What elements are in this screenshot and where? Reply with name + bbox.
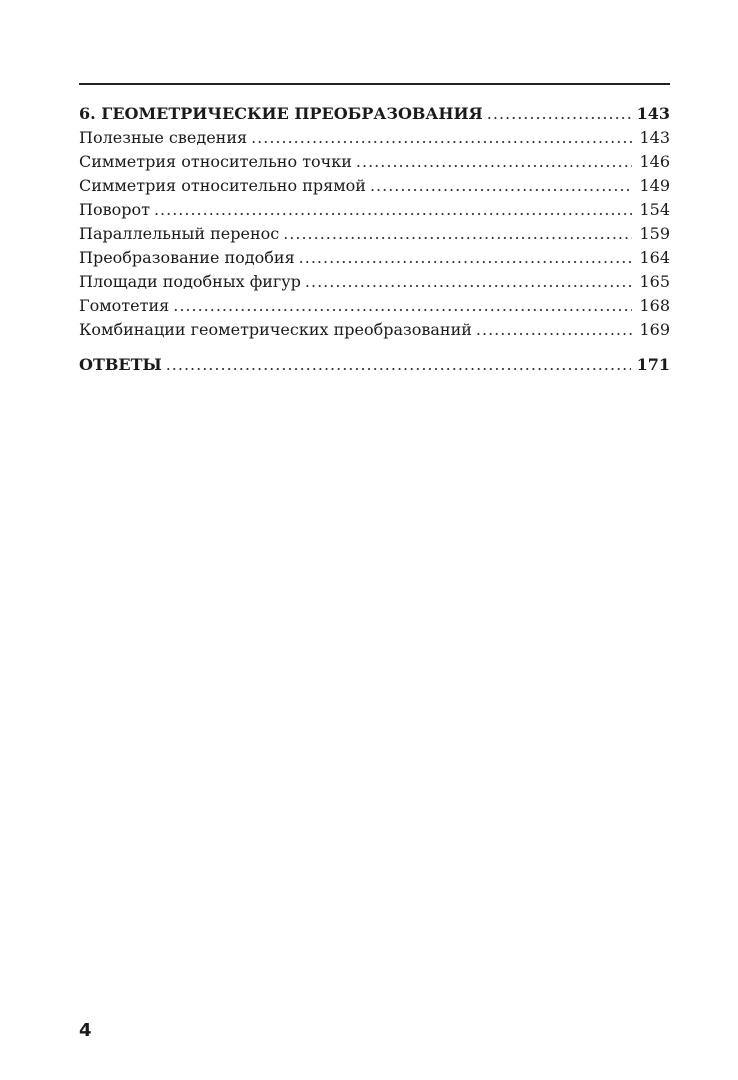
toc-entry-page: 159 — [639, 224, 670, 243]
toc-entry-title: Поворот — [79, 200, 150, 219]
dot-leader — [356, 150, 632, 174]
dot-leader — [487, 102, 631, 126]
toc-entry[interactable] — [79, 222, 670, 246]
toc-entry-answers[interactable] — [79, 353, 670, 377]
dot-leader — [173, 294, 632, 318]
dot-leader — [305, 270, 632, 294]
toc-entry[interactable] — [79, 150, 670, 174]
toc-entry-page: 154 — [639, 200, 670, 219]
dot-leader — [299, 246, 632, 270]
dot-leader — [283, 222, 632, 246]
toc-entry-title: Преобразование подобия — [79, 248, 295, 267]
dot-leader — [476, 318, 632, 342]
toc-entry-title: Площади подобных фигур — [79, 272, 301, 291]
dot-leader — [370, 174, 632, 198]
toc-entry[interactable] — [79, 126, 670, 150]
toc-entry[interactable] — [79, 198, 670, 222]
header-rule — [79, 83, 670, 85]
toc-entry-page: 143 — [636, 104, 670, 123]
toc-entry-title: Комбинации геометрических преобразований — [79, 320, 472, 339]
toc-entry[interactable] — [79, 174, 670, 198]
toc-entry-page: 169 — [639, 320, 670, 339]
toc-entry-title: ОТВЕТЫ — [79, 355, 162, 374]
toc-entry[interactable] — [79, 246, 670, 270]
toc-entry-chapter-6[interactable] — [79, 102, 670, 126]
table-of-contents — [79, 102, 670, 377]
toc-entry[interactable] — [79, 318, 670, 342]
toc-entry-title: Симметрия относительно точки — [79, 152, 352, 171]
toc-entry-page: 149 — [639, 176, 670, 195]
toc-entry[interactable] — [79, 294, 670, 318]
toc-entry-title: Симметрия относительно прямой — [79, 176, 366, 195]
page-number: 4 — [79, 1020, 92, 1041]
toc-entry-page: 164 — [639, 248, 670, 267]
toc-entry-page: 146 — [639, 152, 670, 171]
toc-entry-title: Гомотетия — [79, 296, 170, 315]
toc-entry-page: 143 — [639, 128, 670, 147]
toc-entry-title: 6. ГЕОМЕТРИЧЕСКИЕ ПРЕОБРАЗОВАНИЯ — [79, 104, 483, 123]
toc-entry-title: Параллельный перенос — [79, 224, 280, 243]
dot-leader — [154, 198, 632, 222]
toc-entry-title: Полезные сведения — [79, 128, 248, 147]
toc-entry-page: 171 — [636, 355, 670, 374]
toc-entry-page: 168 — [639, 296, 670, 315]
dot-leader — [251, 126, 632, 150]
toc-entry[interactable] — [79, 270, 670, 294]
dot-leader — [166, 353, 631, 377]
toc-entry-page: 165 — [639, 272, 670, 291]
